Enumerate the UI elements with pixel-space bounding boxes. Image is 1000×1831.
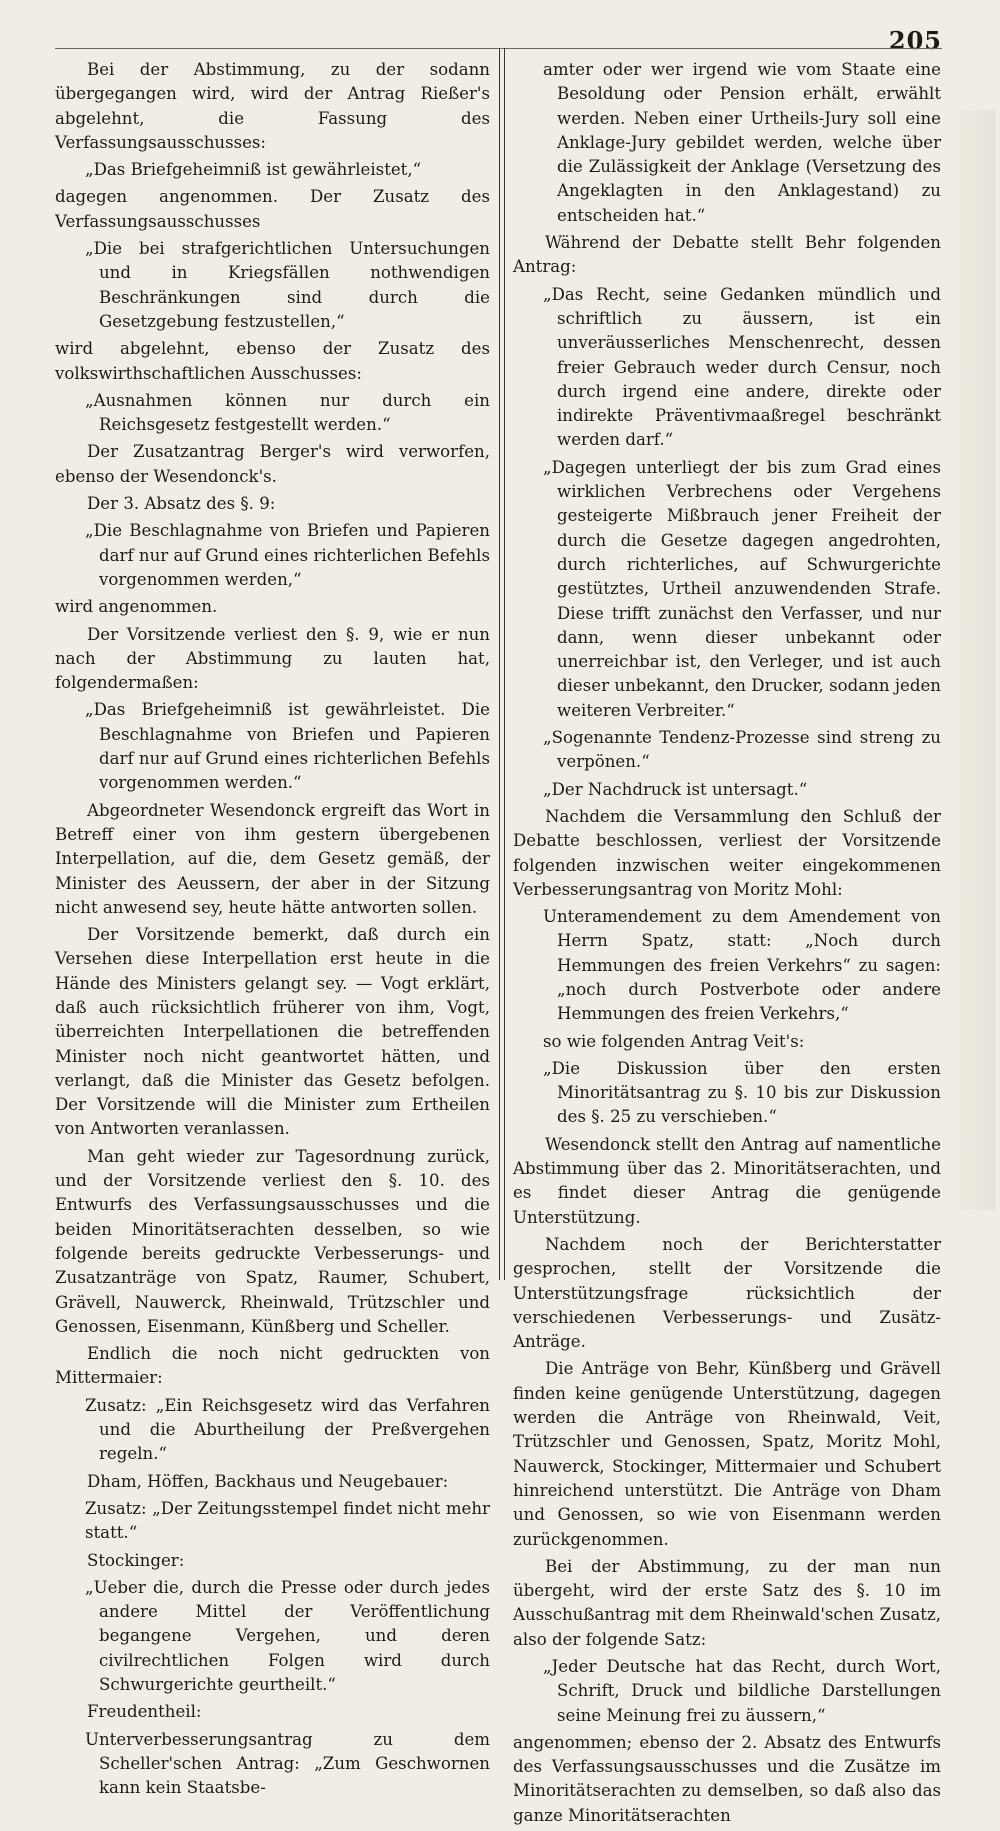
paragraph: Abgeordneter Wesendonck ergreift das Wort in Betreff einer von ihm gestern übergebenen Interpellation, auf die, dem Gesetz gemäß, der Minister des Aeussern, der aber in der Sitzung nicht anwesend sey, heute hätte antworten sollen. (55, 800, 490, 917)
paragraph: „Sogenannte Tendenz-Prozesse sind streng zu verpönen.“ (543, 728, 941, 772)
paragraph: Der 3. Absatz des §. 9: (87, 494, 276, 514)
paragraph: so wie folgenden Antrag Veit's: (543, 1031, 805, 1051)
paragraph: „Das Briefgeheimniß ist gewährleistet. Die Beschlagnahme von Briefen und Papieren darf nur auf Grund eines richterlichen Befehls vorgenommen werden.“ (85, 700, 490, 793)
paragraph: Dham, Höffen, Backhaus und Neugebauer: (87, 1471, 449, 1491)
paragraph: Der Vorsitzende verliest den §. 9, wie er nun nach der Abstimmung zu lauten hat, folgendermaßen: (55, 624, 490, 693)
paragraph: Nachdem die Versammlung den Schluß der Debatte beschlossen, verliest der Vorsitzende folgenden inzwischen weiter eingekommenen Verbesserungsantrag von Moritz Mohl: (513, 806, 941, 899)
paragraph: „Der Nachdruck ist untersagt.“ (543, 779, 808, 799)
paragraph: Der Vorsitzende bemerkt, daß durch ein Versehen diese Interpellation erst heute in die Hände des Ministers gelangt sey. — Vogt erklärt, daß auch rücksichtlich früherer von ihm, Vogt, überreichten Interpellationen die betreffenden Minister noch nicht geantwortet hätten, und verlangt, daß die Minister das Gesetz befolgen. Der Vorsitzende will die Minister zum Ertheilen von Antworten veranlassen. (55, 925, 490, 1139)
paragraph: Zusatz: „Der Zeitungsstempel findet nicht mehr statt.“ (85, 1498, 490, 1543)
paragraph: dagegen angenommen. Der Zusatz des Verfassungsausschusses (55, 187, 490, 231)
paragraph: Unterverbesserungsantrag zu dem Scheller'schen Antrag: „Zum Geschwornen kann kein Staatsbe- (85, 1729, 490, 1798)
right-column (513, 58, 941, 1831)
paragraph: amter oder wer irgend wie vom Staate eine Besoldung oder Pension erhält, erwählt werden. Neben einer Urtheils-Jury soll eine Anklage-Jury gebildet werden, welche über die Zulässigkeit der Anklage (Versetzung des Angeklagten in den Anklagestand) zu entscheiden hat.“ (543, 60, 941, 225)
paragraph: Wesendonck stellt den Antrag auf namentliche Abstimmung über das 2. Minoritätserachten, und es findet dieser Antrag die genügende Unterstützung. (513, 1134, 941, 1227)
paragraph: „Jeder Deutsche hat das Recht, durch Wort, Schrift, Druck und bildliche Darstellungen seine Meinung frei zu äussern,“ (543, 1657, 941, 1725)
paragraph: „Ausnahmen können nur durch ein Reichsgesetz festgestellt werden.“ (85, 390, 490, 435)
column-divider (499, 48, 505, 1280)
paragraph: Während der Debatte stellt Behr folgenden Antrag: (513, 233, 941, 277)
paragraph: Man geht wieder zur Tagesordnung zurück, und der Vorsitzende verliest den §. 10. des Entwurfs des Verfassungsausschusses und die beiden Minoritätserachten desselben, so wie folgende bereits gedruckte Verbesserungs- und Zusatzanträge von Spatz, Raumer, Schubert, Grävell, Nauwerck, Rheinwald, Trützschler und Genossen, Eisenmann, Künßberg und Scheller. (55, 1146, 490, 1336)
paragraph: Endlich die noch nicht gedruckten von Mittermaier: (55, 1344, 490, 1388)
paragraph: Bei der Abstimmung, zu der man nun übergeht, wird der erste Satz des §. 10 im Ausschußantrag mit dem Rheinwald'schen Zusatz, also der folgende Satz: (513, 1556, 941, 1649)
paragraph: Der Zusatzantrag Berger's wird verworfen, ebenso der Wesendonck's. (55, 442, 490, 486)
paragraph: „Das Briefgeheimniß ist gewährleistet,“ (85, 160, 422, 180)
paragraph: Bei der Abstimmung, zu der sodann übergegangen wird, wird der Antrag Rießer's abgelehnt, die Fassung des Verfassungsausschusses: (55, 60, 490, 152)
paragraph: wird abgelehnt, ebenso der Zusatz des volkswirthschaftlichen Ausschusses: (55, 339, 490, 383)
paragraph: Unteramendement zu dem Amendement von Herrn Spatz, statt: „Noch durch Hemmungen des freien Verkehrs“ zu sagen: „noch durch Postverbote oder andere Hemmungen des freien Verkehrs,“ (543, 907, 941, 1024)
paragraph: wird angenommen. (55, 597, 218, 617)
page-number: 205 (888, 26, 942, 55)
paragraph: „Die Diskussion über den ersten Minoritätsantrag zu §. 10 bis zur Diskussion des §. 25 zu verschieben.“ (543, 1058, 941, 1127)
paragraph: Nachdem noch der Berichterstatter gesprochen, stellt der Vorsitzende die Unterstützungsfrage rücksichtlich der verschiedenen Verbesserungs- und Zusätz-Anträge. (513, 1234, 941, 1352)
paragraph: Zusatz: „Ein Reichsgesetz wird das Verfahren und die Aburtheilung der Preßvergehen regeln.“ (85, 1395, 490, 1464)
paragraph: Die Anträge von Behr, Künßberg und Grävell finden keine genügende Unterstützung, dagegen werden die Anträge von Rheinwald, Veit, Trützschler und Genossen, Spatz, Moritz Mohl, Nauwerck, Stockinger, Mittermaier und Schubert hinreichend unterstützt. Die Anträge von Dham und Genossen, so wie von Eisenmann werden zurückgenommen. (513, 1359, 941, 1549)
paragraph: angenommen; ebenso der 2. Absatz des Entwurfs des Verfassungsausschusses und die Zusätze im Minoritätserachten zu demselben, so daß also das ganze Minoritätserachten (513, 1732, 941, 1825)
paragraph: „Das Recht, seine Gedanken mündlich und schriftlich zu äussern, ist ein unveräusserliches Menschenrecht, dessen freier Gebrauch weder durch Censur, noch durch irgend eine andere, direkte oder indirekte Präventivmaaßregel beschränkt werden darf.“ (543, 284, 941, 450)
paragraph: „Ueber die, durch die Presse oder durch jedes andere Mittel der Veröffentlichung begangene Vergehen, und deren civilrechtlichen Folgen wird durch Schwurgerichte geurtheilt.“ (85, 1577, 490, 1694)
paragraph: „Dagegen unterliegt der bis zum Grad eines wirklichen Verbrechens oder Vergehens gesteigerte Mißbrauch jener Freiheit der durch die Gesetze dagegen angedrohten, durch richterliches, auf Schwurgerichte gestütztes, Urtheil anzuwendenden Strafe. Diese trifft zunächst den Verfasser, und nur dann, wenn dieser unbekannt oder unerreichbar ist, den Verleger, und ist auch dieser unbekannt, den Drucker, sodann jeden weiteren Verbreiter.“ (543, 457, 941, 720)
left-column (55, 58, 490, 1803)
paragraph: „Die Beschlagnahme von Briefen und Papieren darf nur auf Grund eines richterlichen Befehls vorgenommen werden,“ (85, 521, 490, 589)
paragraph: Freudentheil: (87, 1702, 202, 1722)
paragraph: Stockinger: (87, 1550, 185, 1570)
paragraph: „Die bei strafgerichtlichen Untersuchungen und in Kriegsfällen nothwendigen Beschränkungen sind durch die Gesetzgebung festzustellen,“ (85, 239, 490, 331)
page-edge-shadow (945, 110, 995, 1210)
